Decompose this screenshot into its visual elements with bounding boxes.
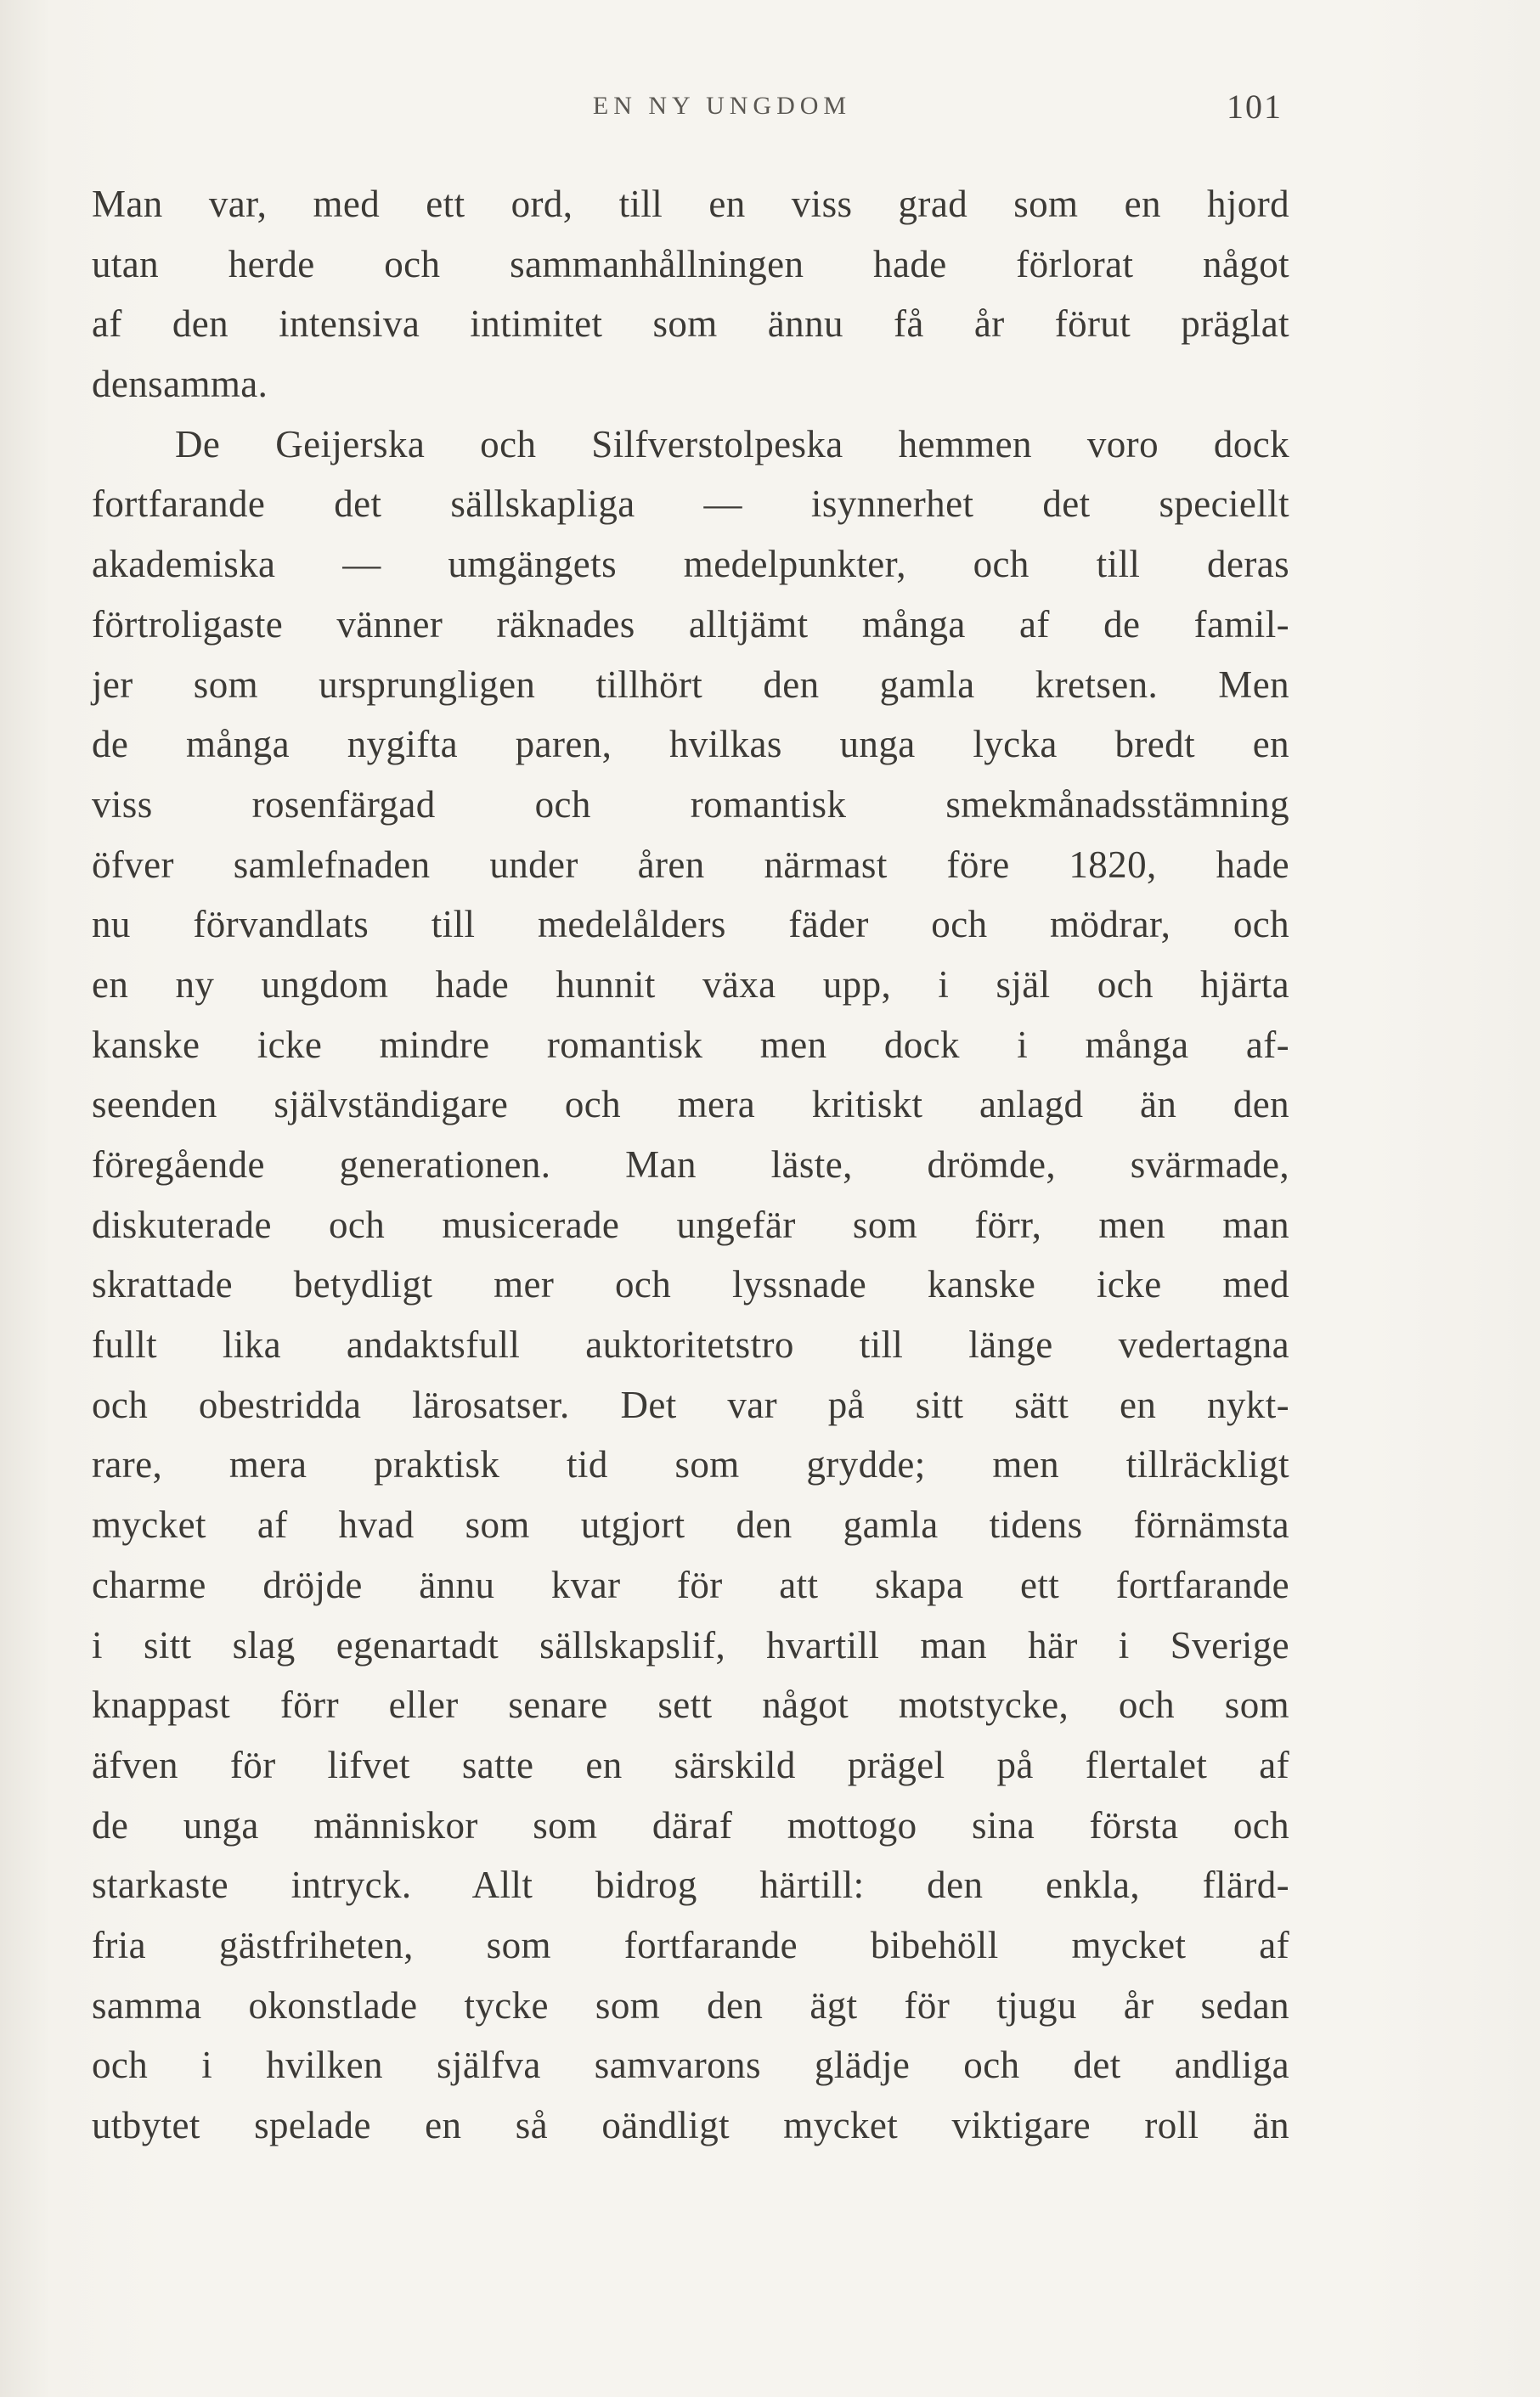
text-line: viss rosenfärgad och romantisk smekmånadsstämning xyxy=(92,782,1289,826)
text-line: de unga människor som däraf mottogo sina första och xyxy=(92,1803,1289,1847)
paragraph-start-line: De Geijerska och Silfverstolpeska hemmen voro dock xyxy=(175,422,1289,465)
text-line: densamma. xyxy=(92,363,268,406)
text-line: de många nygifta paren, hvilkas unga lycka bredt en xyxy=(92,723,1289,766)
running-title: EN NY UNGDOM xyxy=(592,92,852,120)
text-line: utbytet spelade en så oändligt mycket viktigare roll än xyxy=(92,2104,1289,2146)
running-head xyxy=(0,87,1540,134)
text-line: en ny ungdom hade hunnit växa upp, i själ och hjärta xyxy=(92,962,1289,1006)
text-line: fria gästfriheten, som fortfarande bibehöll mycket af xyxy=(92,1923,1289,1966)
text-line: Man var, med ett ord, till en viss grad som en hjord xyxy=(92,183,1289,225)
body-text xyxy=(92,174,1289,2156)
text-line: diskuterade och musicerade ungefär som förr, men man xyxy=(92,1203,1289,1246)
text-line: kanske icke mindre romantisk men dock i många af- xyxy=(92,1023,1289,1066)
text-line: akademiska — umgängets medelpunkter, och till deras xyxy=(92,543,1289,586)
text-line: knappast förr eller senare sett något motstycke, och som xyxy=(92,1684,1289,1727)
text-line: mycket af hvad som utgjort den gamla tidens förnämsta xyxy=(92,1503,1289,1547)
page-number: 101 xyxy=(1227,87,1283,126)
text-line: föregående generationen. Man läste, drömde, svärmade, xyxy=(92,1143,1289,1186)
text-line: nu förvandlats till medelålders fäder och mödrar, och xyxy=(92,903,1289,946)
text-line: fullt lika andaktsfull auktoritetstro till länge vedertagna xyxy=(92,1323,1289,1367)
text-line: af den intensiva intimitet som ännu få år förut präglat xyxy=(92,302,1289,346)
text-line: starkaste intryck. Allt bidrog härtill: den enkla, flärd- xyxy=(92,1864,1289,1907)
text-line: fortfarande det sällskapliga — isynnerhet det speciellt xyxy=(92,482,1289,526)
text-line: och obestridda lärosatser. Det var på sitt sätt en nykt- xyxy=(92,1383,1289,1426)
text-line: äfven för lifvet satte en särskild prägel på flertalet af xyxy=(92,1743,1289,1786)
text-line: öfver samlefnaden under åren närmast före 1820, hade xyxy=(92,843,1289,886)
text-line: förtroligaste vänner räknades alltjämt många af de famil- xyxy=(92,602,1289,646)
text-line: seenden självständigare och mera kritiskt anlagd än den xyxy=(92,1083,1289,1126)
text-line: utan herde och sammanhållningen hade förlorat något xyxy=(92,242,1289,285)
text-line: rare, mera praktisk tid som grydde; men tillräckligt xyxy=(92,1443,1289,1486)
text-line: charme dröjde ännu kvar för att skapa ett fortfarande xyxy=(92,1563,1289,1606)
text-line: skrattade betydligt mer och lyssnade kanske icke med xyxy=(92,1263,1289,1306)
text-line: jer som ursprungligen tillhört den gamla kretsen. Men xyxy=(92,663,1289,706)
text-line: i sitt slag egenartadt sällskapslif, hvartill man här i Sverige xyxy=(92,1623,1289,1667)
text-line: samma okonstlade tycke som den ägt för tjugu år sedan xyxy=(92,1983,1289,2027)
text-line: och i hvilken själfva samvarons glädje och det andliga xyxy=(92,2044,1289,2087)
